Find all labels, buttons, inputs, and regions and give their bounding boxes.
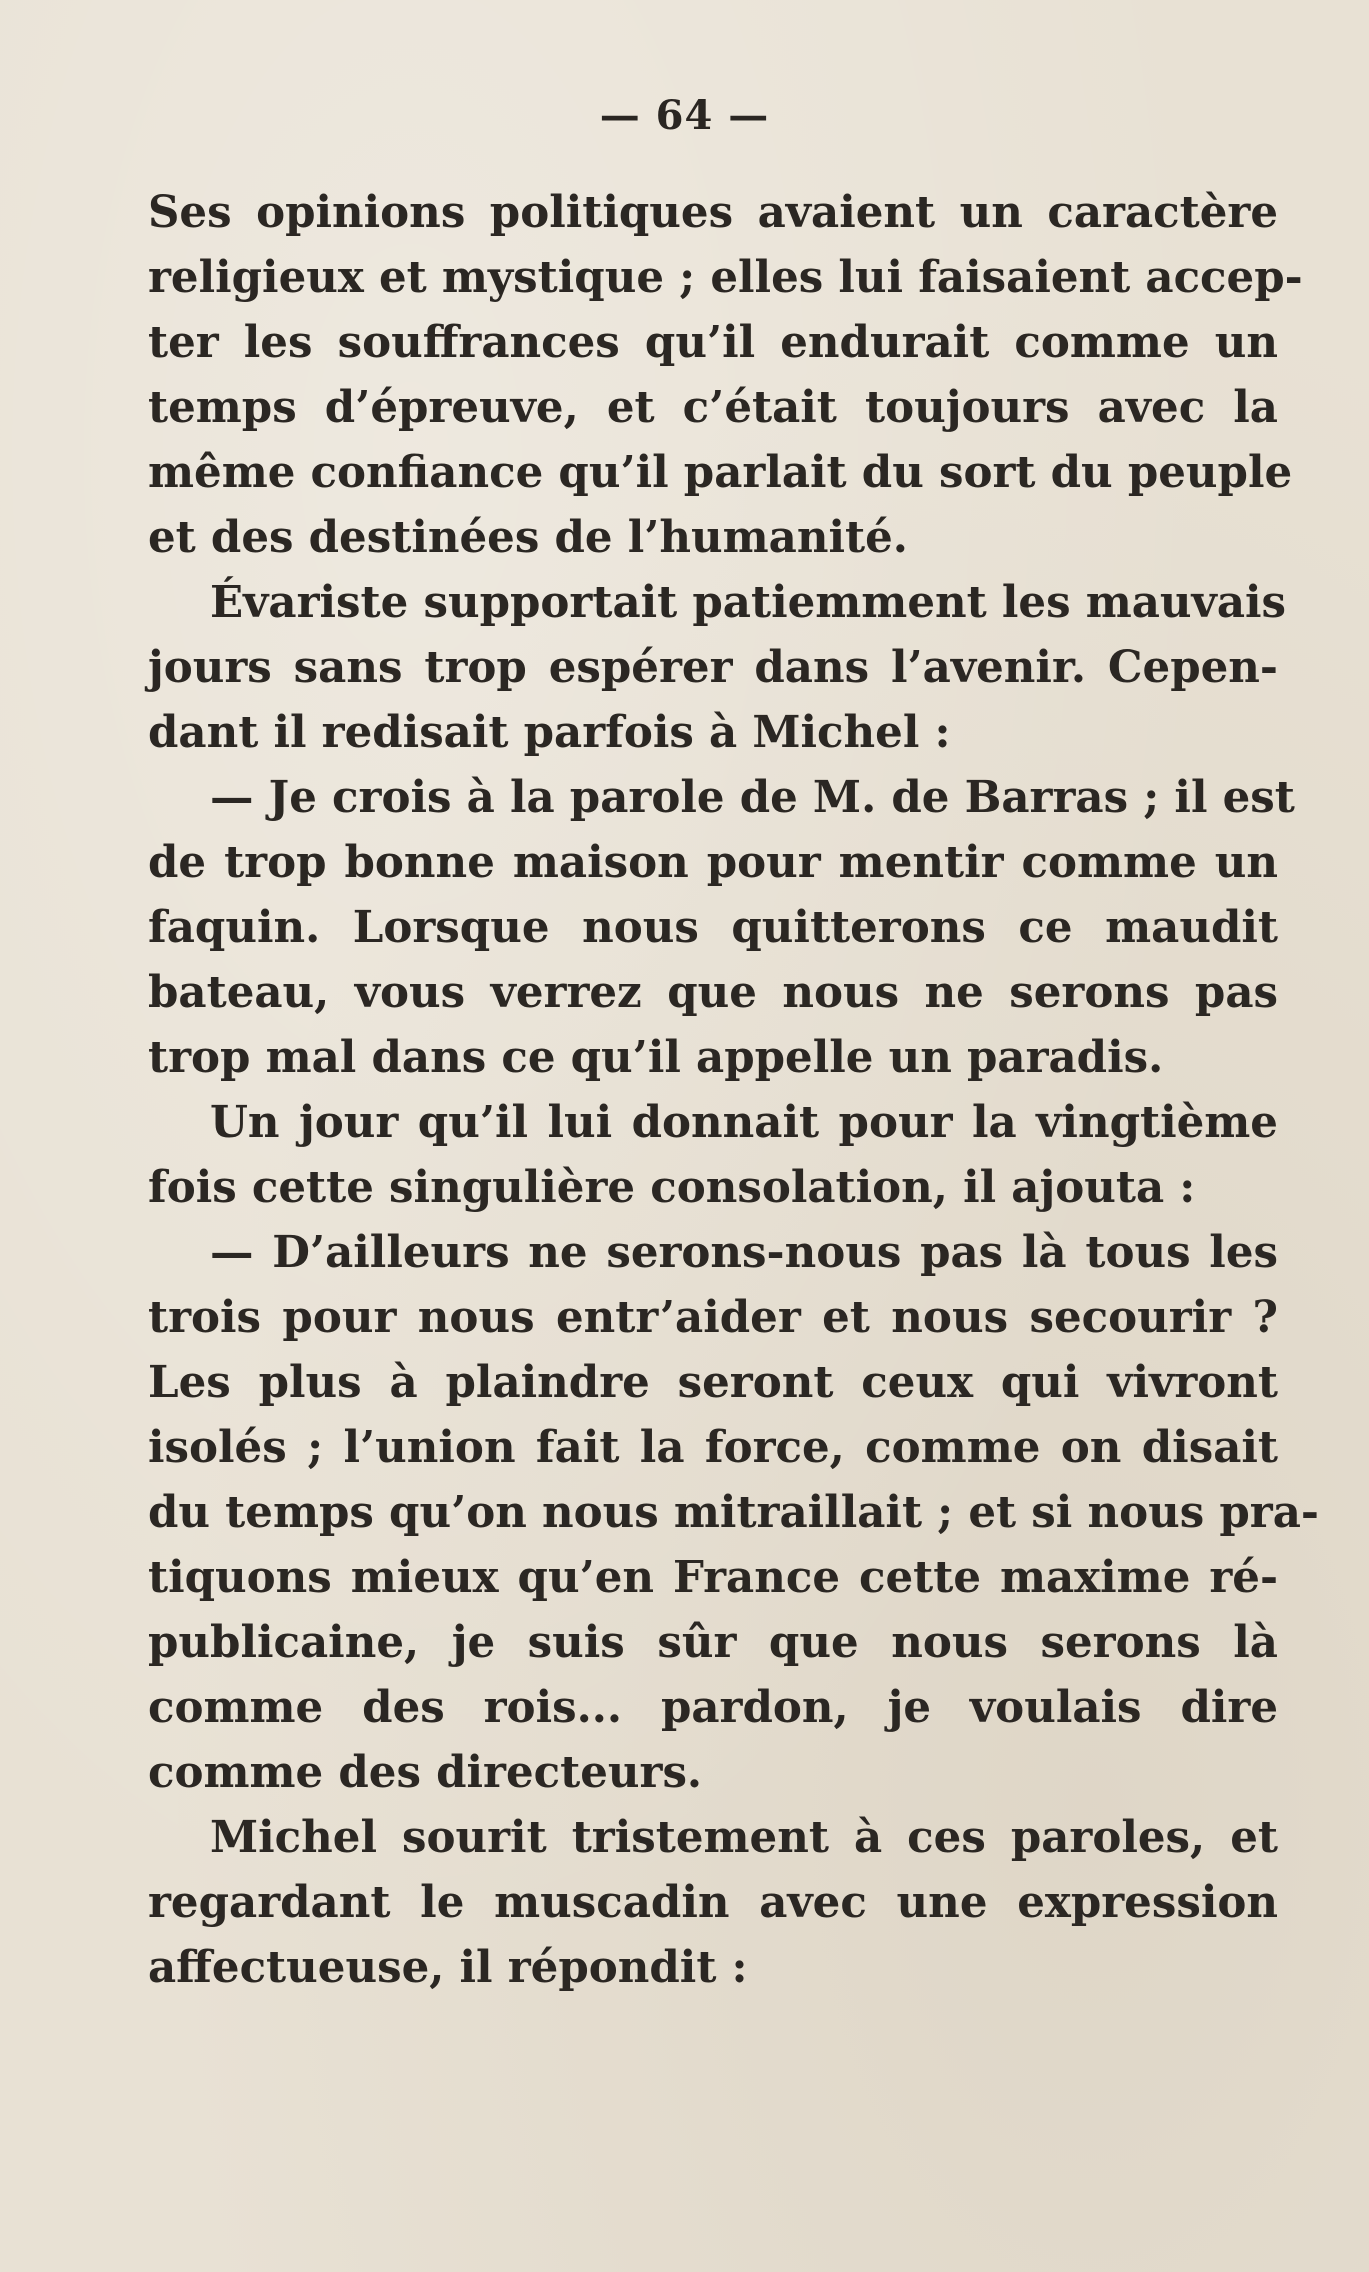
text-line: du temps qu’on nous mitraillait ; et si nous pra- xyxy=(148,1487,1319,1538)
text-line: Michel sourit tristement à ces paroles, et xyxy=(210,1812,1278,1863)
text-line: jours sans trop espérer dans l’avenir. Cepen- xyxy=(148,642,1278,693)
text-line: dant il redisait parfois à Michel : xyxy=(148,707,951,758)
text-line: comme des directeurs. xyxy=(148,1747,703,1798)
text-line: temps d’épreuve, et c’était toujours avec la xyxy=(148,382,1278,433)
text-line: comme des rois... pardon, je voulais dire xyxy=(148,1682,1278,1733)
page-number: — 64 — xyxy=(599,92,770,139)
text-line: Ses opinions politiques avaient un caractère xyxy=(148,187,1278,238)
text-line: faquin. Lorsque nous quitterons ce maudit xyxy=(148,902,1278,953)
text-line: affectueuse, il répondit : xyxy=(148,1942,748,1993)
text-line: — Je crois à la parole de M. de Barras ; il est xyxy=(210,772,1295,823)
text-line: fois cette singulière consolation, il ajouta : xyxy=(148,1162,1196,1213)
text-line: tiquons mieux qu’en France cette maxime ré- xyxy=(148,1552,1278,1603)
text-line: et des destinées de l’humanité. xyxy=(148,512,908,563)
text-line: Évariste supportait patiemment les mauvais xyxy=(210,577,1287,628)
text-line: religieux et mystique ; elles lui faisaient accep- xyxy=(148,252,1303,303)
text-line: trois pour nous entr’aider et nous secourir ? xyxy=(148,1292,1278,1343)
text-line: trop mal dans ce qu’il appelle un paradis. xyxy=(148,1032,1164,1083)
text-line: Un jour qu’il lui donnait pour la vingtième xyxy=(210,1097,1278,1148)
text-line: publicaine, je suis sûr que nous serons là xyxy=(148,1617,1278,1668)
text-line: — D’ailleurs ne serons-nous pas là tous les xyxy=(210,1227,1278,1278)
text-line: de trop bonne maison pour mentir comme un xyxy=(148,837,1278,888)
text-line: Les plus à plaindre seront ceux qui vivront xyxy=(148,1357,1278,1408)
text-line: isolés ; l’union fait la force, comme on disait xyxy=(148,1422,1278,1473)
text-line: regardant le muscadin avec une expression xyxy=(148,1877,1278,1928)
text-line: bateau, vous verrez que nous ne serons pas xyxy=(148,967,1278,1018)
text-line: même confiance qu’il parlait du sort du peuple xyxy=(148,447,1293,498)
text-line: ter les souffrances qu’il endurait comme un xyxy=(148,317,1278,368)
